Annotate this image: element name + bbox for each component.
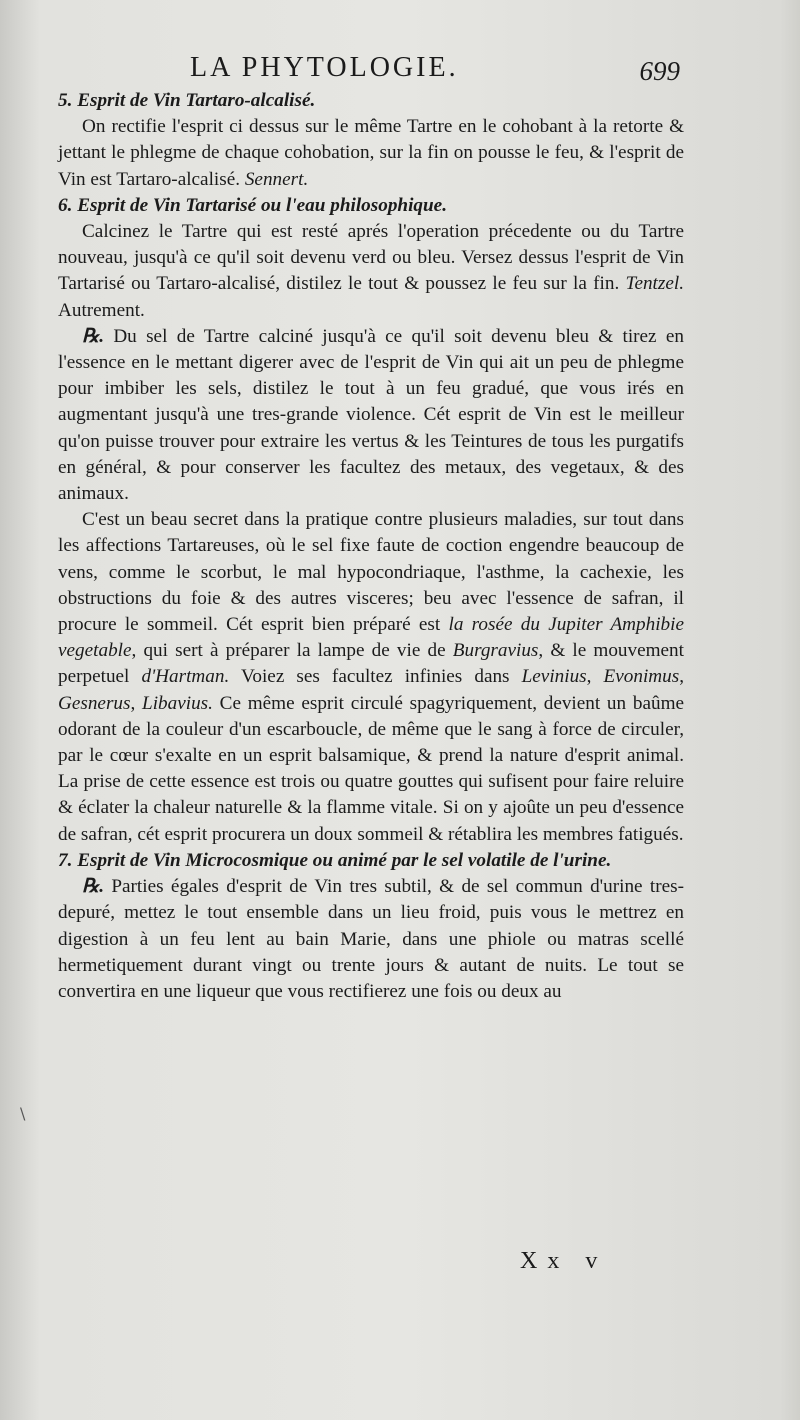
signature-mark: Xx v — [520, 1248, 608, 1274]
text-segment: , — [130, 692, 143, 714]
section-heading: 7. Esprit de Vin Microcosmique ou animé par le sel volatile de l'urine. — [58, 849, 612, 871]
text-segment: Calcinez le Tartre qui est resté aprés l'operation précedente ou du Tartre nouveau, jusqu'à ce qu'il soit devenu verd ou bleu. Versez dessus l'esprit de Vin Tartarisé ou Tartaro-alcalisé, distilez le tout & poussez le feu sur la fin. — [58, 221, 684, 295]
text-segment: Du sel de Tartre calciné jusqu'à ce qu'il soit devenu bleu & tirez en l'essence en le mettant digerer avec de l'esprit de Vin qui ait un peu de phlegme pour imbiber les sels, distilez le tout à un feu gradué, que vous irés en augmentant jusqu'à une tres-grande violence. Cét esprit de Vin est le meilleur qu'on puisse trouver pour extraire les vertus & les Teintures de tous les purgatifs en général, & pour conserver les facultez des metaux, des vegetaux, & des animaux. — [58, 325, 684, 505]
margin-mark: \ — [20, 1104, 26, 1123]
text-segment: Levinius — [521, 666, 587, 688]
text-segment: la rosée du Jupiter Amphibie vegetable — [58, 614, 684, 662]
text-segment: Evonimus — [603, 666, 680, 688]
body-paragraph — [58, 219, 684, 324]
text-segment: Ce même esprit circulé spagyriquement, devient un baûme odorant de la couleur d'un escarboucle, de même que le sang à force de circuler, par le cœur s'exalte en un esprit balsamique, & prend la nature d'esprit animal. La prise de cette essence est trois ou quatre gouttes qui sufisent pour faire reluire & éclater la chaleur naturelle & la flamme vitale. Si on y ajoûte un peu d'essence de safran, cét esprit procurera un doux sommeil & rétablira les membres fatigués. — [58, 692, 685, 845]
section-heading: 6. Esprit de Vin Tartarisé ou l'eau philosophique. — [58, 194, 447, 216]
running-title: LA PHYTOLOGIE. — [190, 52, 459, 83]
text-segment: Burgravius — [452, 640, 539, 662]
text-segment: Sennert. — [244, 168, 309, 190]
text-segment: Autrement. — [58, 299, 145, 321]
body-paragraph — [58, 507, 684, 848]
text-segment: , — [679, 666, 684, 688]
text-segment: Tentzel. — [625, 273, 684, 295]
page-body — [58, 88, 684, 1005]
recipe-symbol: ℞. — [82, 876, 104, 898]
text-segment: d'Hartman. — [141, 666, 230, 688]
page-number: 699 — [639, 56, 680, 86]
text-segment: , & le mouvement perpetuel — [58, 640, 684, 688]
text-segment: , qui sert à préparer la lampe de vie de — [131, 640, 453, 662]
section-heading: 5. Esprit de Vin Tartaro-alcalisé. — [58, 90, 316, 111]
text-segment: , — [586, 666, 604, 688]
body-paragraph — [58, 874, 684, 1005]
body-paragraph — [58, 114, 684, 193]
page-header — [0, 52, 800, 92]
text-segment: On rectifie l'esprit ci dessus sur le même Tartre en le cohobant à la retorte & jettant le phlegme de chaque cohobation, sur la fin on pousse le feu, & l'esprit de Vin est Tartaro-alcalisé. — [58, 116, 684, 190]
body-paragraph — [58, 324, 684, 507]
text-segment: Voiez ses facultez infinies dans — [229, 666, 522, 688]
text-segment: C'est un beau secret dans la pratique contre plusieurs maladies, sur tout dans les affections Tartareuses, où le sel fixe faute de coction engendre beaucoup de vens, comme le scorbut, le mal hypocondriaque, l'asthme, la cachexie, les obstructions du foie & des autres visceres; beu avec l'essence de safran, il procure le sommeil. Cét esprit bien préparé est — [58, 509, 684, 636]
recipe-symbol: ℞. — [82, 325, 104, 347]
text-segment: Libavius. — [142, 692, 213, 714]
text-segment: Parties égales d'esprit de Vin tres subtil, & de sel commun d'urine tres-depuré, mettez le tout ensemble dans un lieu froid, puis vous le mettrez en digestion à un feu lent au bain Marie, dans une phiole ou matras scellé hermetiquement durant vingt ou trente jours & autant de nuits. Le tout se convertira en une liqueur que vous rectifierez une fois ou deux au — [58, 876, 684, 1002]
text-segment: Gesnerus — [58, 692, 131, 714]
